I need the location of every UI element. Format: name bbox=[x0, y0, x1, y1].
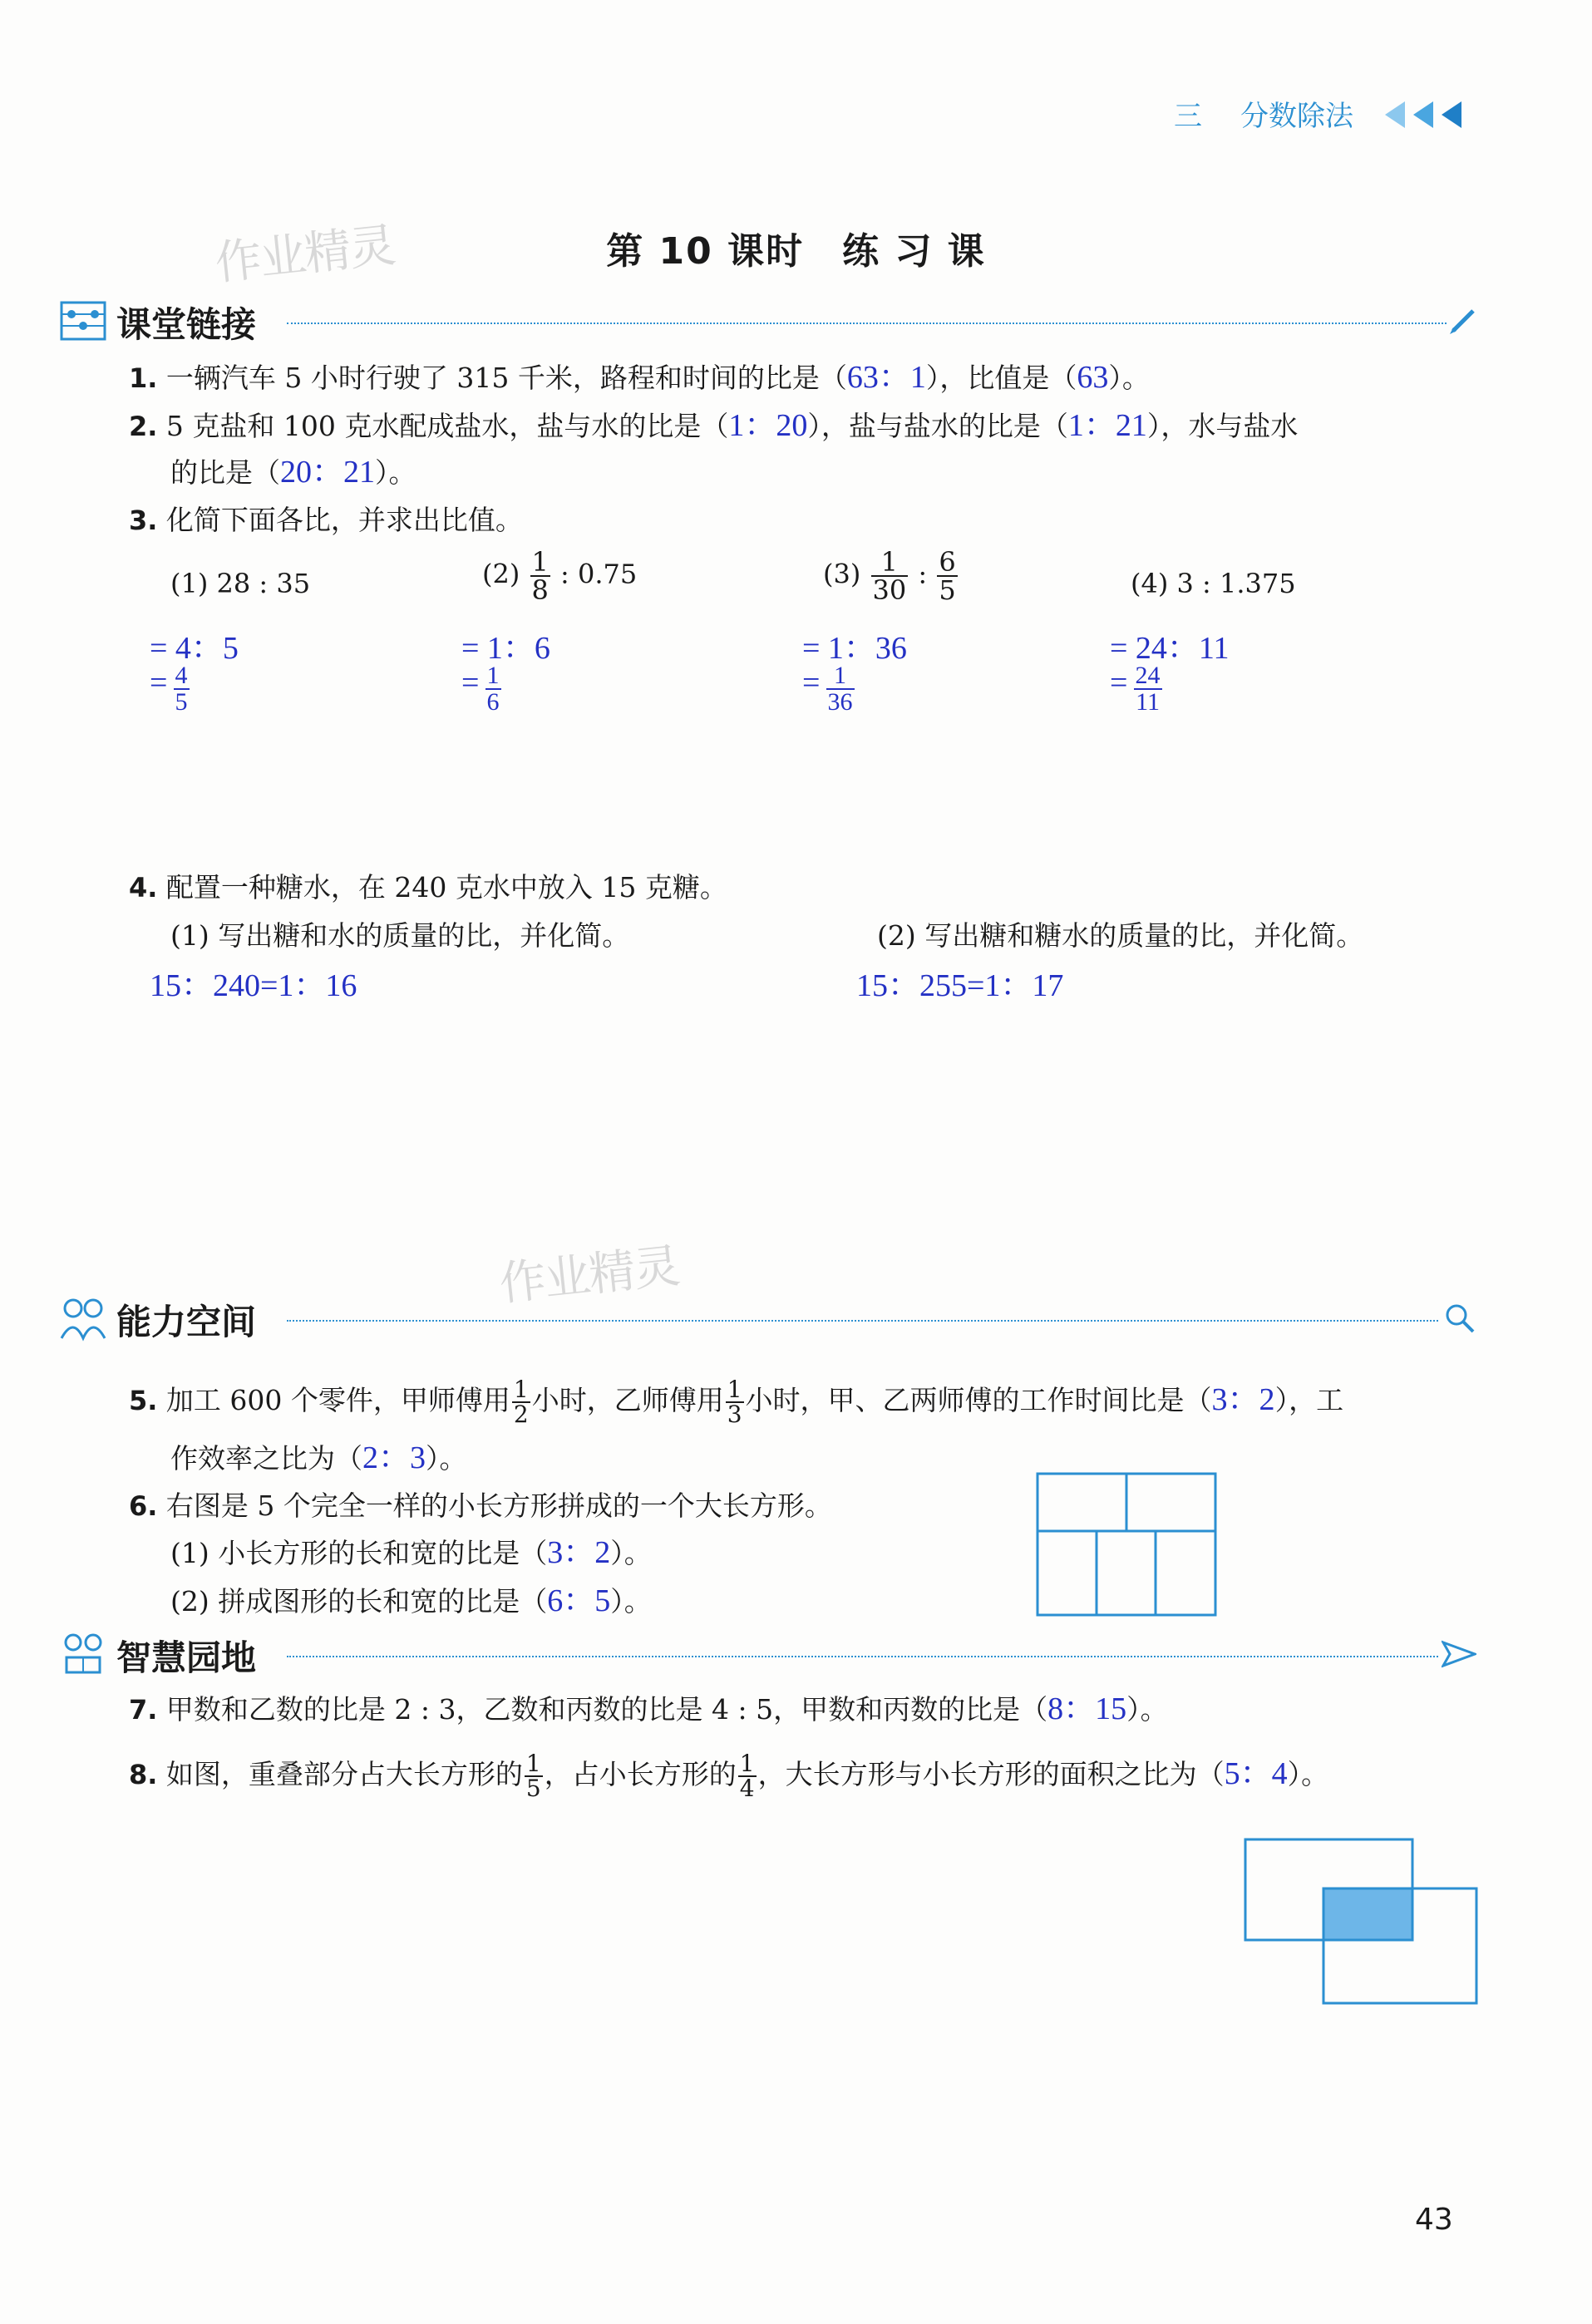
question-text: 甲数和乙数的比是 2 : 3，乙数和丙数的比是 4 : 5，甲数和丙数的比是（ bbox=[165, 1693, 1048, 1726]
question-5-line-2 bbox=[170, 1440, 467, 1477]
question-text: 的比是（ bbox=[170, 456, 280, 489]
question-text: 如图，重叠部分占大长方形的 bbox=[165, 1758, 523, 1790]
answer-value bbox=[461, 663, 503, 715]
question-number: 1. bbox=[129, 362, 158, 394]
triple-arrow-icon bbox=[1380, 96, 1471, 133]
fraction: $\frac{1}{5}$ bbox=[525, 1750, 541, 1802]
answer-step: = 1：36 bbox=[802, 631, 907, 666]
question-6-part-2 bbox=[170, 1583, 652, 1620]
question-text: ）。 bbox=[610, 1537, 652, 1569]
answer-value bbox=[1110, 663, 1164, 715]
question-2-line-2 bbox=[170, 454, 416, 491]
paper-plane-icon bbox=[1442, 1639, 1476, 1669]
question-text: ），工 bbox=[1274, 1384, 1344, 1416]
overlap-rectangles-figure bbox=[1243, 1837, 1481, 2006]
question-7 bbox=[129, 1691, 1168, 1728]
answer-value bbox=[150, 663, 191, 715]
answer: 15：255=1：17 bbox=[856, 968, 1064, 1003]
question-text: ）。 bbox=[610, 1585, 652, 1617]
fraction: $\frac{1}{6}$ bbox=[486, 662, 500, 716]
answer: 6：5 bbox=[547, 1583, 611, 1618]
question-text: (1) 小长方形的长和宽的比是（ bbox=[170, 1537, 548, 1569]
question-text: 小时，甲、乙两师傅的工作时间比是（ bbox=[745, 1384, 1212, 1416]
unit-title: 分数除法 bbox=[1240, 100, 1353, 133]
answer: 63：1 bbox=[846, 360, 926, 395]
unit-number: 三 bbox=[1174, 100, 1202, 133]
overlap-region bbox=[1323, 1888, 1412, 1940]
section-divider bbox=[287, 323, 1447, 324]
section-title-nengli: 能力空间 bbox=[116, 1302, 257, 1342]
answer: 3：2 bbox=[547, 1535, 611, 1570]
answer: 1：21 bbox=[1067, 408, 1147, 443]
question-text: ）。 bbox=[1126, 1693, 1168, 1726]
question-number: 2. bbox=[129, 411, 158, 442]
ratio-item-2 bbox=[482, 546, 638, 606]
ratio-item-1: (1) 28 : 35 bbox=[170, 568, 311, 599]
equals-sign: = bbox=[461, 665, 480, 701]
question-number: 8. bbox=[129, 1759, 158, 1790]
question-6 bbox=[129, 1488, 832, 1524]
question-text: 右图是 5 个完全一样的小长方形拼成的一个大长方形。 bbox=[165, 1489, 832, 1522]
equals-sign: = bbox=[1110, 665, 1128, 701]
question-6-part-1 bbox=[170, 1534, 652, 1572]
fraction: $\frac{1}{2}$ bbox=[513, 1376, 529, 1428]
item-label: : bbox=[918, 558, 928, 590]
answer: 3：2 bbox=[1211, 1382, 1275, 1417]
kids-reading-icon bbox=[58, 1631, 108, 1677]
question-text: 小时，乙师傅用 bbox=[531, 1384, 724, 1416]
question-4 bbox=[129, 869, 727, 906]
answer: 63 bbox=[1077, 360, 1109, 395]
section-divider bbox=[287, 1656, 1438, 1657]
question-text: ）。 bbox=[1287, 1758, 1329, 1790]
question-number: 6. bbox=[129, 1490, 158, 1522]
question-text: 作效率之比为（ bbox=[170, 1442, 362, 1475]
page-number: 43 bbox=[1415, 2203, 1453, 2237]
kids-icon bbox=[58, 1295, 108, 1342]
question-number: 5. bbox=[129, 1385, 158, 1416]
answer: 20：21 bbox=[280, 455, 376, 490]
answer: 8：15 bbox=[1047, 1691, 1127, 1726]
item-label: (3) bbox=[823, 558, 861, 590]
fraction: $\frac{6}{5}$ bbox=[939, 546, 956, 606]
item-label: (2) bbox=[482, 558, 520, 590]
answer: 15：240=1：16 bbox=[150, 968, 357, 1003]
ratio-item-3 bbox=[823, 546, 959, 606]
fraction: $\frac{1}{36}$ bbox=[827, 662, 853, 716]
question-text: ）。 bbox=[1108, 362, 1150, 394]
answer-value bbox=[802, 663, 856, 715]
question-text: 5 克盐和 100 克水配成盐水，盐与水的比是（ bbox=[165, 410, 729, 442]
question-text: ），水与盐水 bbox=[1146, 410, 1299, 442]
answer-step: = 4：5 bbox=[150, 631, 239, 666]
question-1 bbox=[129, 359, 1150, 396]
abacus-icon bbox=[58, 298, 108, 344]
question-text: ，占小长方形的 bbox=[544, 1758, 737, 1790]
section-title-ketang: 课堂链接 bbox=[116, 304, 257, 345]
watermark: 作业精灵 bbox=[212, 218, 397, 292]
answer: 5：4 bbox=[1224, 1756, 1288, 1791]
answer: 1：20 bbox=[728, 408, 808, 443]
question-text: 加工 600 个零件，甲师傅用 bbox=[165, 1384, 510, 1416]
question-text: 化简下面各比，并求出比值。 bbox=[165, 504, 523, 536]
fraction: $\frac{24}{11}$ bbox=[1135, 662, 1161, 716]
fraction: $\frac{4}{5}$ bbox=[175, 662, 188, 716]
question-number: 4. bbox=[129, 872, 158, 904]
watermark: 作业精灵 bbox=[496, 1238, 682, 1312]
magnifier-icon bbox=[1443, 1302, 1476, 1335]
question-text: ），比值是（ bbox=[925, 362, 1077, 394]
ratio-item-4: (4) 3 : 1.375 bbox=[1131, 568, 1296, 599]
question-text: ）。 bbox=[426, 1442, 467, 1475]
answer: 2：3 bbox=[362, 1440, 426, 1475]
lesson-title: 第 10 课时 练 习 课 bbox=[606, 230, 986, 273]
question-number: 7. bbox=[129, 1694, 158, 1726]
question-text: 一辆汽车 5 小时行驶了 315 千米，路程和时间的比是（ bbox=[165, 362, 847, 394]
answer-step: = 1：6 bbox=[461, 631, 550, 666]
question-text: (2) 拼成图形的长和宽的比是（ bbox=[170, 1585, 548, 1617]
answer-step: = 24：11 bbox=[1110, 631, 1230, 666]
equals-sign: = bbox=[150, 665, 168, 701]
question-text: ）。 bbox=[375, 456, 416, 489]
question-4-part-2: (2) 写出糖和糖水的质量的比，并化简。 bbox=[877, 919, 1364, 952]
section-divider bbox=[287, 1320, 1438, 1322]
pencil-icon bbox=[1448, 306, 1478, 336]
fraction: $\frac{1}{3}$ bbox=[727, 1376, 742, 1428]
equals-sign: = bbox=[802, 665, 821, 701]
question-text: ），盐与盐水的比是（ bbox=[807, 410, 1068, 442]
question-text: 配置一种糖水，在 240 克水中放入 15 克糖。 bbox=[165, 871, 727, 904]
question-2 bbox=[129, 407, 1298, 445]
section-title-zhihui: 智慧园地 bbox=[116, 1637, 257, 1678]
fraction: $\frac{1}{4}$ bbox=[739, 1750, 755, 1802]
question-text: ，大长方形与小长方形的面积之比为（ bbox=[757, 1758, 1225, 1790]
question-8 bbox=[129, 1747, 1328, 1800]
fraction: $\frac{1}{8}$ bbox=[531, 546, 549, 606]
question-number: 3. bbox=[129, 505, 158, 536]
question-3 bbox=[129, 502, 523, 539]
question-5 bbox=[129, 1373, 1343, 1426]
fraction: $\frac{1}{30}$ bbox=[872, 546, 907, 606]
item-label: : 0.75 bbox=[560, 558, 638, 590]
question-4-part-1: (1) 写出糖和水的质量的比，并化简。 bbox=[170, 919, 630, 952]
rectangle-tiling-figure bbox=[1035, 1471, 1220, 1621]
